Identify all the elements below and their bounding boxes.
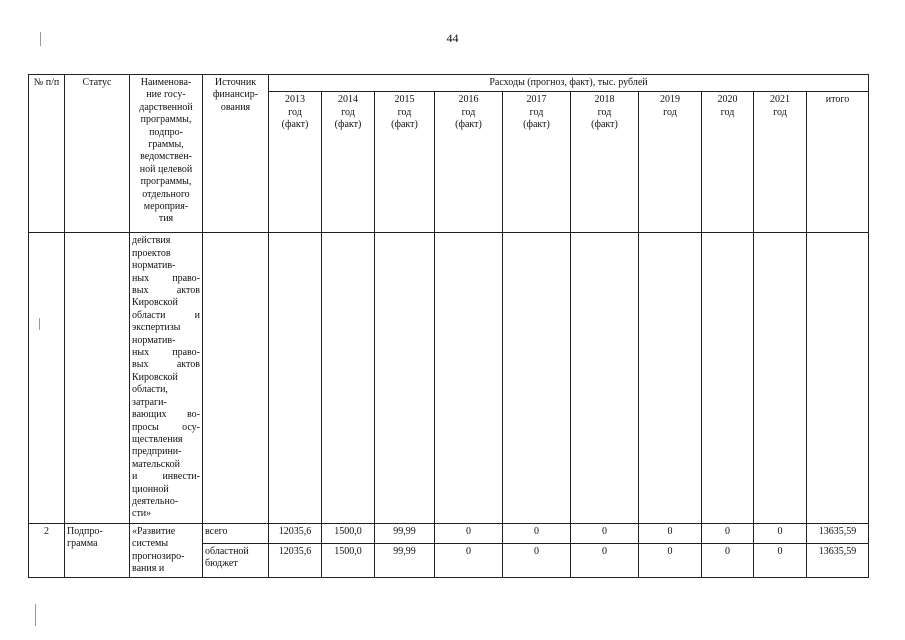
- row-value: [503, 543, 571, 578]
- empty-cell: [503, 233, 571, 523]
- header-total: [807, 92, 869, 233]
- total-text: 13635,59: [818, 525, 857, 537]
- header-status-label: Статус: [82, 77, 112, 88]
- value-text: 0: [534, 525, 539, 537]
- text-line: ных право-: [132, 272, 200, 284]
- text-line: ционной: [132, 483, 169, 495]
- text-line: области и: [132, 309, 200, 321]
- year-unit: год: [720, 106, 735, 118]
- row-value: [435, 543, 503, 578]
- year-unit: год: [397, 106, 412, 118]
- header-year: [322, 92, 375, 233]
- empty-cell: [203, 233, 269, 523]
- text-line: финансир-: [212, 89, 259, 101]
- text-line: всего: [205, 525, 228, 537]
- text-line: ных право-: [132, 347, 200, 359]
- header-year: [435, 92, 503, 233]
- value-text: 0: [777, 525, 783, 537]
- page-number: 44: [446, 31, 459, 45]
- total-text: 13635,59: [818, 545, 857, 557]
- text-line: и инвести-: [132, 471, 200, 483]
- row-value: [503, 523, 571, 543]
- year-note: (факт): [455, 119, 482, 131]
- text-line: отдельного: [142, 188, 190, 200]
- text-line: ведомствен-: [140, 151, 192, 163]
- value-text: 99,99: [393, 545, 416, 557]
- value-text: 0: [725, 525, 730, 537]
- continuation-row: [29, 233, 869, 523]
- empty-cell: [29, 233, 65, 523]
- year-unit: год: [529, 106, 544, 118]
- year-unit: год: [773, 106, 787, 118]
- row-value: [754, 543, 807, 578]
- text-line: Кировской: [132, 297, 178, 309]
- text-line: действия: [132, 235, 171, 247]
- header-expenses: [269, 75, 869, 92]
- header-year: [702, 92, 754, 233]
- header-year: [754, 92, 807, 233]
- header-source: [203, 75, 269, 233]
- text-line: системы: [132, 538, 169, 550]
- year-unit: год: [597, 106, 612, 118]
- text-line: области,: [132, 384, 168, 396]
- text-line: предприни-: [132, 446, 182, 458]
- value-text: 0: [602, 545, 607, 557]
- value-text: 12035,6: [278, 545, 312, 557]
- header-year: [269, 92, 322, 233]
- text-line: прогнозиро-: [132, 550, 185, 562]
- value-text: 99,99: [393, 525, 416, 537]
- row-value: [322, 523, 375, 543]
- header-num-label: № п/п: [33, 77, 60, 88]
- empty-cell: [375, 233, 435, 523]
- row-value: [639, 523, 702, 543]
- empty-cell: [754, 233, 807, 523]
- row-value: [571, 543, 639, 578]
- year-number: 2013: [285, 94, 305, 106]
- text-line: просы осу-: [132, 421, 200, 433]
- row-status: [65, 523, 130, 578]
- text-line: ования: [220, 101, 251, 113]
- text-line: вающих во-: [132, 409, 200, 421]
- row-number: [29, 523, 65, 578]
- text-line: норматив-: [132, 260, 176, 272]
- text-line: дарственной: [139, 101, 193, 113]
- text-line: ние госу-: [146, 89, 186, 101]
- year-note: (факт): [281, 119, 309, 131]
- header-num: [29, 75, 65, 233]
- header-year: [375, 92, 435, 233]
- value-text: 0: [466, 525, 471, 537]
- empty-cell: [571, 233, 639, 523]
- row-source: [203, 523, 269, 543]
- table-row: [29, 523, 869, 543]
- value-text: 1500,0: [334, 545, 362, 557]
- row-name: [130, 523, 203, 578]
- row-total: [807, 543, 869, 578]
- year-number: 2019: [660, 94, 680, 106]
- row-value: [571, 523, 639, 543]
- year-note: (факт): [391, 119, 418, 131]
- row-value: [375, 543, 435, 578]
- year-note: (факт): [334, 119, 362, 131]
- empty-cell: [807, 233, 869, 523]
- text-line: затраги-: [132, 396, 167, 408]
- row-source: [203, 543, 269, 578]
- text-line: Наименова-: [140, 77, 192, 88]
- text-line: норматив-: [132, 334, 176, 346]
- row-value: [702, 543, 754, 578]
- text-line: экспертизы: [132, 322, 181, 334]
- row-value: [702, 523, 754, 543]
- text-line: вых актов: [132, 359, 200, 371]
- year-note: (факт): [523, 119, 550, 131]
- value-text: 0: [725, 545, 730, 557]
- value-text: 0: [667, 525, 673, 537]
- year-note: (факт): [591, 119, 618, 131]
- value-text: 0: [534, 545, 539, 557]
- year-number: 2015: [394, 94, 415, 106]
- text-line: вания и: [132, 562, 165, 574]
- row-value: [639, 543, 702, 578]
- value-text: 0: [777, 545, 783, 557]
- row-total: [807, 523, 869, 543]
- text-line: вых актов: [132, 285, 200, 297]
- header-expenses-label: Расходы (прогноз, факт), тыс. рублей: [489, 77, 648, 88]
- continuation-name: [130, 233, 203, 523]
- scan-mark-bottom: [35, 604, 36, 626]
- text-line: тия: [158, 213, 174, 225]
- value-text: 0: [667, 545, 673, 557]
- text-line: «Развитие: [132, 525, 176, 537]
- year-unit: год: [663, 106, 677, 118]
- year-number: 2014: [338, 94, 358, 106]
- value-text: 12035,6: [278, 525, 312, 537]
- value-text: 0: [466, 545, 471, 557]
- year-number: 2018: [594, 94, 615, 106]
- year-unit: год: [341, 106, 355, 118]
- empty-cell: [435, 233, 503, 523]
- header-row: [29, 75, 869, 92]
- header-total-label: итого: [825, 94, 850, 106]
- value-text: 0: [602, 525, 607, 537]
- expenses-table: [28, 74, 869, 578]
- year-number: 2017: [526, 94, 547, 106]
- text-line: подпро-: [149, 126, 183, 138]
- year-number: 2021: [770, 94, 790, 106]
- text-line: проектов: [132, 247, 171, 259]
- row-value: [754, 523, 807, 543]
- empty-cell: [702, 233, 754, 523]
- year-unit: год: [288, 106, 302, 118]
- text-line: деятельно-: [132, 495, 179, 507]
- text-line: ществления: [132, 433, 183, 445]
- year-unit: год: [461, 106, 476, 118]
- text-line: грамма: [67, 538, 98, 550]
- value-text: 1500,0: [334, 525, 362, 537]
- header-year: [639, 92, 702, 233]
- text-line: программы,: [140, 114, 192, 126]
- year-number: 2020: [717, 94, 738, 106]
- header-name: [130, 75, 203, 233]
- empty-cell: [65, 233, 130, 523]
- empty-cell: [639, 233, 702, 523]
- text-line: ной целевой: [139, 163, 193, 175]
- row-value: [269, 523, 322, 543]
- text-line: Кировской: [132, 371, 178, 383]
- row-value: [435, 523, 503, 543]
- header-status: [65, 75, 130, 233]
- text-line: Подпро-: [67, 525, 103, 537]
- empty-cell: [322, 233, 375, 523]
- empty-cell: [269, 233, 322, 523]
- text-line: областной: [205, 545, 249, 557]
- text-line: Источник: [214, 77, 257, 88]
- row-value: [322, 543, 375, 578]
- text-line: бюджет: [205, 558, 238, 570]
- text-line: мероприя-: [143, 201, 189, 213]
- header-year: [503, 92, 571, 233]
- text-line: мательской: [132, 458, 180, 470]
- text-line: граммы,: [148, 139, 184, 151]
- row-number-value: 2: [44, 525, 49, 537]
- row-value: [375, 523, 435, 543]
- year-number: 2016: [458, 94, 479, 106]
- text-line: сти»: [132, 508, 152, 520]
- row-value: [269, 543, 322, 578]
- text-line: программы,: [140, 176, 192, 188]
- header-year: [571, 92, 639, 233]
